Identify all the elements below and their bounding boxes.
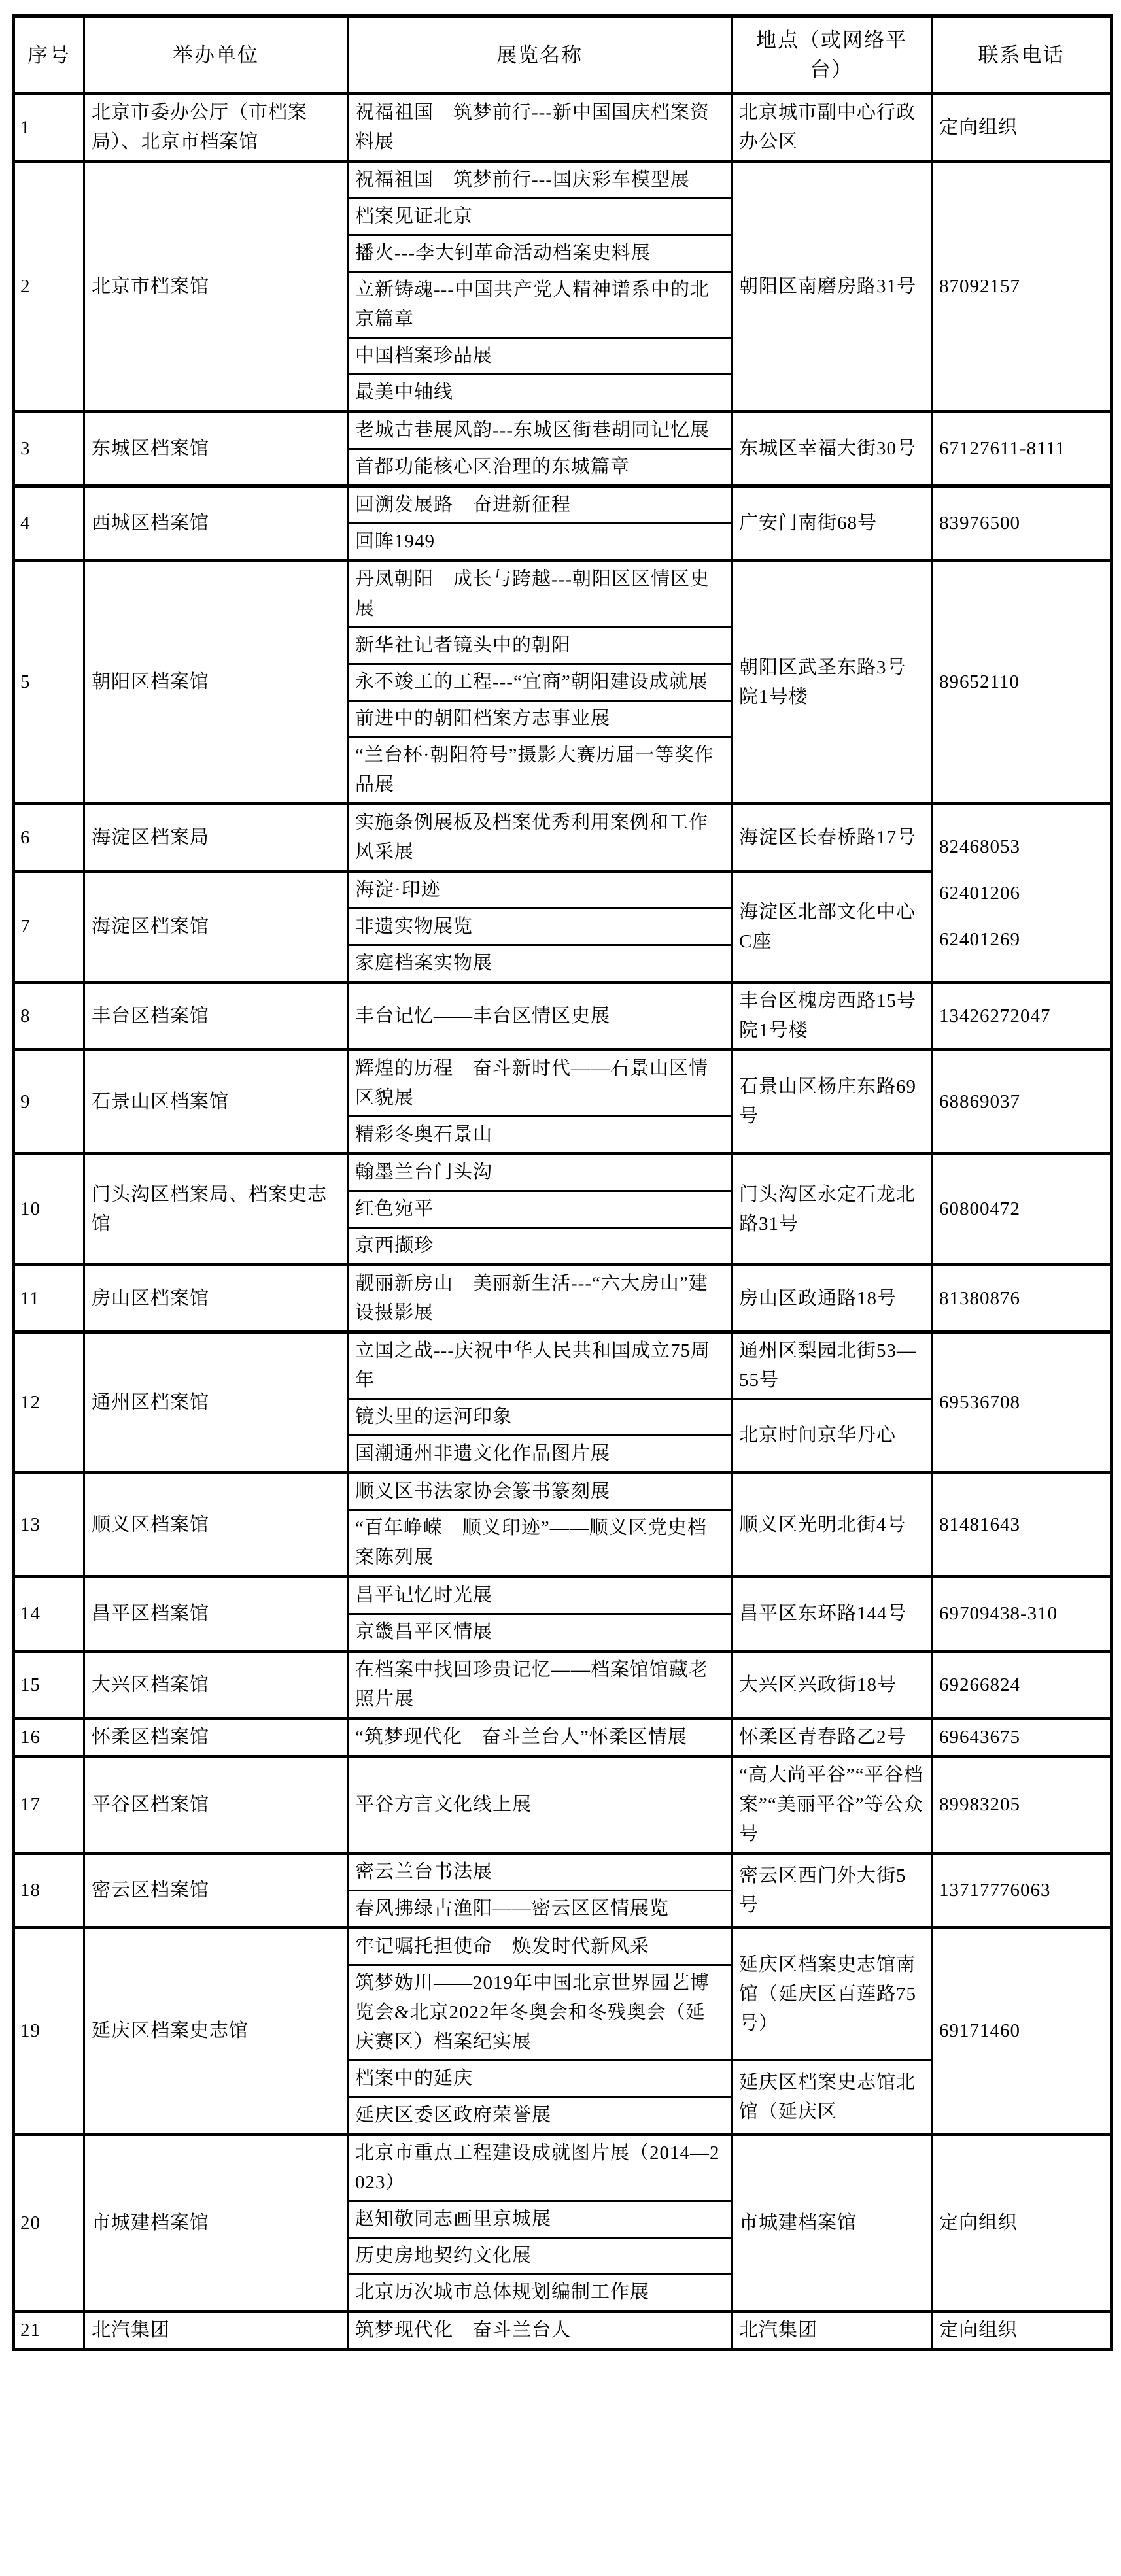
organizer-cell: 海淀区档案局 [84, 804, 348, 872]
header-row [14, 16, 1112, 94]
phone-cell [932, 1332, 1112, 1473]
exhibition-cell: 精彩冬奥石景山 [348, 1117, 732, 1154]
exhibition-cell: 新华社记者镜头中的朝阳 [348, 628, 732, 664]
location-cell: 北京时间京华丹心 [732, 1399, 932, 1473]
phone-cell [932, 1928, 1112, 2135]
phone-number: 89983205 [939, 1794, 1020, 1815]
exhibition-cell: 红色宛平 [348, 1191, 732, 1228]
phone-number: 82468053 [939, 836, 1020, 857]
row-number: 12 [14, 1332, 84, 1473]
exhibition-cell: 历史房地契约文化展 [348, 2238, 732, 2275]
column-header-5: 联系电话 [932, 16, 1112, 94]
table-row [14, 2312, 1112, 2350]
phone-number: 87092157 [939, 275, 1020, 297]
organizer-cell: 昌平区档案馆 [84, 1577, 348, 1652]
exhibition-cell: 丹凤朝阳 成长与跨越---朝阳区区情区史展 [348, 561, 732, 628]
exhibition-cell: “百年峥嵘 顺义印迹”——顺义区党史档案陈列展 [348, 1510, 732, 1577]
phone-cell [932, 1050, 1112, 1154]
exhibition-cell: 档案见证北京 [348, 199, 732, 235]
exhibition-cell: 立国之战---庆祝中华人民共和国成立75周年 [348, 1332, 732, 1399]
row-number: 8 [14, 983, 84, 1050]
location-cell: 怀柔区青春路乙2号 [732, 1719, 932, 1757]
column-header-2: 举办单位 [84, 16, 348, 94]
organizer-cell: 市城建档案馆 [84, 2135, 348, 2312]
exhibition-cell: 北京历次城市总体规划编制工作展 [348, 2275, 732, 2312]
table-row [14, 804, 1112, 872]
exhibition-cell: 顺义区书法家协会篆书篆刻展 [348, 1473, 732, 1510]
organizer-cell: 平谷区档案馆 [84, 1757, 348, 1854]
table-row [14, 94, 1112, 161]
location-cell: 市城建档案馆 [732, 2135, 932, 2312]
organizer-cell: 北京市委办公厅（市档案局）、北京市档案馆 [84, 94, 348, 161]
organizer-cell: 丰台区档案馆 [84, 983, 348, 1050]
organizer-cell: 密云区档案馆 [84, 1854, 348, 1928]
row-number: 1 [14, 94, 84, 161]
location-cell: 石景山区杨庄东路69号 [732, 1050, 932, 1154]
location-cell: “高大尚平谷”“平谷档案”“美丽平谷”等公众号 [732, 1757, 932, 1854]
table-row [14, 1719, 1112, 1757]
exhibition-cell: 平谷方言文化线上展 [348, 1757, 732, 1854]
row-number: 6 [14, 804, 84, 872]
exhibition-cell: 实施条例展板及档案优秀利用案例和工作风采展 [348, 804, 732, 872]
table-row [14, 1050, 1112, 1117]
organizer-cell: 通州区档案馆 [84, 1332, 348, 1473]
phone-cell [932, 1757, 1112, 1854]
table-row [14, 1928, 1112, 1965]
exhibition-cell: 筑梦妫川——2019年中国北京世界园艺博览会&北京2022年冬奥会和冬残奥会（延庆赛区）档案纪实展 [348, 1965, 732, 2061]
row-number: 7 [14, 872, 84, 983]
table-row [14, 412, 1112, 449]
exhibition-cell: 镜头里的运河印象 [348, 1399, 732, 1436]
row-number: 9 [14, 1050, 84, 1154]
phone-number: 60800472 [939, 1198, 1020, 1219]
organizer-cell: 大兴区档案馆 [84, 1652, 348, 1719]
location-cell: 北京城市副中心行政办公区 [732, 94, 932, 161]
organizer-cell: 北京市档案馆 [84, 161, 348, 412]
table-row [14, 2135, 1112, 2201]
phone-number: 13717776063 [939, 1880, 1051, 1901]
table-row [14, 1757, 1112, 1854]
exhibition-cell: 中国档案珍品展 [348, 338, 732, 375]
exhibition-cell: 海淀·印迹 [348, 872, 732, 909]
exhibition-cell: 在档案中找回珍贵记忆——档案馆馆藏老照片展 [348, 1652, 732, 1719]
phone-cell [932, 1577, 1112, 1652]
phone-number: 定向组织 [939, 2212, 1018, 2233]
phone-number: 69643675 [939, 1727, 1020, 1748]
location-cell: 东城区幸福大街30号 [732, 412, 932, 486]
location-cell: 密云区西门外大街5号 [732, 1854, 932, 1928]
location-cell: 丰台区槐房西路15号院1号楼 [732, 983, 932, 1050]
phone-cell [932, 161, 1112, 412]
exhibition-cell: 档案中的延庆 [348, 2061, 732, 2097]
phone-number: 定向组织 [939, 2320, 1018, 2341]
row-number: 18 [14, 1854, 84, 1928]
table-row [14, 1652, 1112, 1719]
phone-cell [932, 2135, 1112, 2312]
column-header-4: 地点（或网络平台） [732, 16, 932, 94]
location-cell: 朝阳区武圣东路3号院1号楼 [732, 561, 932, 804]
table-row [14, 983, 1112, 1050]
exhibition-cell: 辉煌的历程 奋斗新时代——石景山区情区貌展 [348, 1050, 732, 1117]
organizer-cell: 门头沟区档案局、档案史志馆 [84, 1154, 348, 1265]
row-number: 14 [14, 1577, 84, 1652]
phone-number: 81380876 [939, 1287, 1020, 1309]
column-header-3: 展览名称 [348, 16, 732, 94]
exhibition-cell: 国潮通州非遗文化作品图片展 [348, 1436, 732, 1473]
phone-number: 69171460 [939, 2020, 1020, 2041]
exhibition-cell: 京畿昌平区情展 [348, 1614, 732, 1652]
table-row [14, 161, 1112, 199]
exhibition-cell: 家庭档案实物展 [348, 945, 732, 983]
row-number: 4 [14, 486, 84, 561]
row-number: 16 [14, 1719, 84, 1757]
exhibition-cell: 牢记嘱托担使命 焕发时代新风采 [348, 1928, 732, 1965]
exhibition-cell: 赵知敬同志画里京城展 [348, 2201, 732, 2238]
row-number: 10 [14, 1154, 84, 1265]
exhibition-cell: 永不竣工的工程---“宜商”朝阳建设成就展 [348, 664, 732, 701]
location-cell: 大兴区兴政街18号 [732, 1652, 932, 1719]
exhibition-cell: 筑梦现代化 奋斗兰台人 [348, 2312, 732, 2350]
exhibition-cell: 老城古巷展风韵---东城区街巷胡同记忆展 [348, 412, 732, 449]
exhibition-cell: 最美中轴线 [348, 375, 732, 412]
exhibition-cell: 北京市重点工程建设成就图片展（2014—2023） [348, 2135, 732, 2201]
phone-cell [932, 1652, 1112, 1719]
exhibition-cell: “筑梦现代化 奋斗兰台人”怀柔区情展 [348, 1719, 732, 1757]
location-cell: 北汽集团 [732, 2312, 932, 2350]
location-cell: 门头沟区永定石龙北路31号 [732, 1154, 932, 1265]
exhibition-cell: 非遗实物展览 [348, 909, 732, 945]
location-cell: 广安门南街68号 [732, 486, 932, 561]
location-cell: 海淀区北部文化中心C座 [732, 872, 932, 983]
column-header-1: 序号 [14, 16, 84, 94]
organizer-cell: 房山区档案馆 [84, 1265, 348, 1332]
phone-number: 89652110 [939, 671, 1020, 692]
table-row [14, 1577, 1112, 1614]
row-number: 20 [14, 2135, 84, 2312]
phone-cell [932, 2312, 1112, 2350]
organizer-cell: 石景山区档案馆 [84, 1050, 348, 1154]
table-row [14, 486, 1112, 524]
phone-number: 68869037 [939, 1091, 1020, 1112]
phone-number: 69266824 [939, 1674, 1020, 1695]
exhibition-cell: 丰台记忆——丰台区情区史展 [348, 983, 732, 1050]
phone-cell [932, 1265, 1112, 1332]
exhibition-cell: 翰墨兰台门头沟 [348, 1154, 732, 1191]
table-row [14, 1154, 1112, 1191]
row-number: 21 [14, 2312, 84, 2350]
phone-cell [932, 1719, 1112, 1757]
table-row [14, 1265, 1112, 1332]
phone-number: 83976500 [939, 513, 1020, 534]
location-cell: 通州区梨园北街53—55号 [732, 1332, 932, 1399]
exhibition-cell: 播火---李大钊革命活动档案史料展 [348, 235, 732, 272]
row-number: 5 [14, 561, 84, 804]
exhibition-cell: 延庆区委区政府荣誉展 [348, 2097, 732, 2135]
organizer-cell: 东城区档案馆 [84, 412, 348, 486]
location-cell: 延庆区档案史志馆北馆（延庆区 [732, 2061, 932, 2135]
exhibition-cell: 祝福祖国 筑梦前行---新中国国庆档案资料展 [348, 94, 732, 161]
organizer-cell: 海淀区档案馆 [84, 872, 348, 983]
exhibition-cell: 昌平记忆时光展 [348, 1577, 732, 1614]
phone-cell [932, 1154, 1112, 1265]
phone-number: 67127611-8111 [939, 438, 1066, 459]
phone-number: 81481643 [939, 1514, 1020, 1535]
phone-number: 69709438-310 [939, 1603, 1058, 1624]
phone-number: 69536708 [939, 1391, 1020, 1413]
location-cell: 延庆区档案史志馆南馆（延庆区百莲路75号） [732, 1928, 932, 2061]
table-row [14, 1854, 1112, 1891]
organizer-cell: 朝阳区档案馆 [84, 561, 348, 804]
phone-cell [932, 804, 1112, 983]
phone-cell [932, 94, 1112, 161]
exhibition-cell: 密云兰台书法展 [348, 1854, 732, 1891]
exhibition-table [12, 14, 1113, 2351]
organizer-cell: 西城区档案馆 [84, 486, 348, 561]
phone-cell [932, 983, 1112, 1050]
phone-cell [932, 1854, 1112, 1928]
row-number: 2 [14, 161, 84, 412]
location-cell: 昌平区东环路144号 [732, 1577, 932, 1652]
phone-cell [932, 412, 1112, 486]
exhibition-cell: 首都功能核心区治理的东城篇章 [348, 449, 732, 486]
location-cell: 房山区政通路18号 [732, 1265, 932, 1332]
exhibition-cell: 立新铸魂---中国共产党人精神谱系中的北京篇章 [348, 272, 732, 338]
exhibition-cell: 祝福祖国 筑梦前行---国庆彩车模型展 [348, 161, 732, 199]
row-number: 11 [14, 1265, 84, 1332]
table-row [14, 1473, 1112, 1510]
table-row [14, 561, 1112, 628]
organizer-cell: 顺义区档案馆 [84, 1473, 348, 1577]
phone-number: 62401206 [939, 882, 1020, 904]
exhibition-cell: 春风拂绿古渔阳——密云区区情展览 [348, 1891, 732, 1928]
phone-number: 定向组织 [939, 116, 1018, 138]
phone-cell [932, 486, 1112, 561]
table-row [14, 1332, 1112, 1399]
exhibition-cell: 靓丽新房山 美丽新生活---“六大房山”建设摄影展 [348, 1265, 732, 1332]
exhibition-cell: 回溯发展路 奋进新征程 [348, 486, 732, 524]
location-cell: 海淀区长春桥路17号 [732, 804, 932, 872]
exhibition-cell: 前进中的朝阳档案方志事业展 [348, 701, 732, 737]
phone-number: 13426272047 [939, 1005, 1051, 1026]
location-cell: 顺义区光明北街4号 [732, 1473, 932, 1577]
location-cell: 朝阳区南磨房路31号 [732, 161, 932, 412]
row-number: 15 [14, 1652, 84, 1719]
exhibition-cell: 京西撷珍 [348, 1228, 732, 1265]
phone-cell [932, 561, 1112, 804]
phone-number: 62401269 [939, 928, 1020, 950]
exhibition-cell: 回眸1949 [348, 524, 732, 561]
row-number: 19 [14, 1928, 84, 2135]
row-number: 13 [14, 1473, 84, 1577]
row-number: 17 [14, 1757, 84, 1854]
organizer-cell: 延庆区档案史志馆 [84, 1928, 348, 2135]
table-body [14, 94, 1112, 2350]
organizer-cell: 北汽集团 [84, 2312, 348, 2350]
row-number: 3 [14, 412, 84, 486]
exhibition-cell: “兰台杯·朝阳符号”摄影大赛历届一等奖作品展 [348, 737, 732, 804]
organizer-cell: 怀柔区档案馆 [84, 1719, 348, 1757]
phone-cell [932, 1473, 1112, 1577]
table-header [14, 16, 1112, 94]
